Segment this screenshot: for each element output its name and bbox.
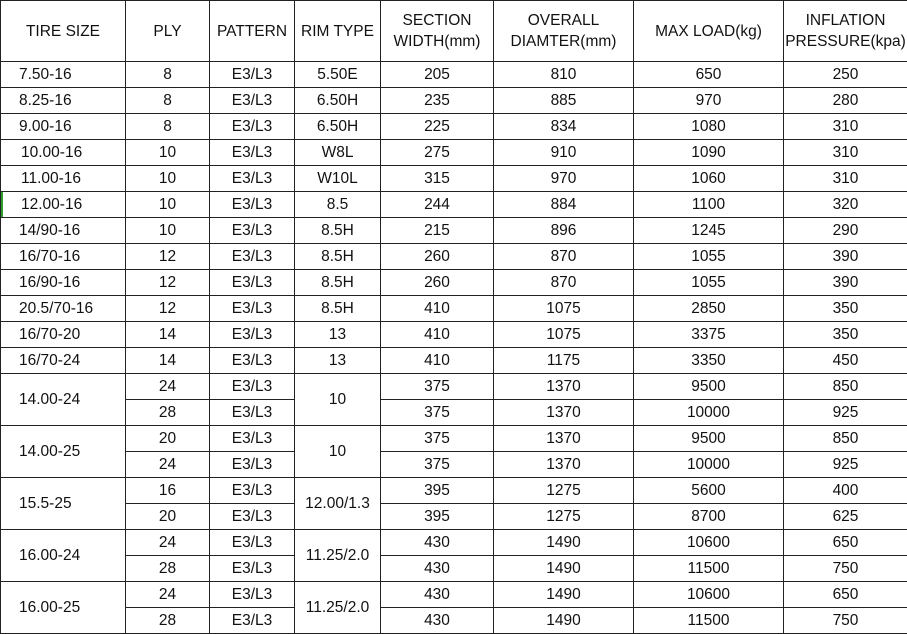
- pattern-cell: E3/L3: [210, 166, 295, 192]
- pattern-cell: E3/L3: [210, 62, 295, 88]
- tire-size-cell: 15.5-25: [1, 478, 126, 530]
- overall-diameter-cell: 1275: [494, 478, 634, 504]
- pattern-cell: E3/L3: [210, 504, 295, 530]
- max-load-cell: 1055: [634, 244, 784, 270]
- ply-cell: 10: [126, 166, 210, 192]
- section-width-cell: 430: [381, 530, 494, 556]
- ply-cell: 10: [126, 140, 210, 166]
- table-row: [1, 166, 907, 192]
- ply-cell: 24: [126, 582, 210, 608]
- pattern-cell: E3/L3: [210, 88, 295, 114]
- rim-type-cell: 11.25/2.0: [295, 530, 381, 582]
- ply-cell: 14: [126, 348, 210, 374]
- header-row: [1, 1, 907, 62]
- table-row: [1, 374, 907, 400]
- pattern-cell: E3/L3: [210, 452, 295, 478]
- ply-cell: 24: [126, 530, 210, 556]
- tire-size-cell: 9.00-16: [1, 114, 126, 140]
- ply-cell: 16: [126, 478, 210, 504]
- inflation-pressure-cell: 390: [784, 244, 907, 270]
- overall-diameter-cell: 885: [494, 88, 634, 114]
- tire-size-cell: 14.00-25: [1, 426, 126, 478]
- table-row: [1, 218, 907, 244]
- overall-diameter-cell: 1490: [494, 608, 634, 634]
- max-load-cell: 10600: [634, 582, 784, 608]
- pattern-cell: E3/L3: [210, 270, 295, 296]
- rim-type-cell: 12.00/1.3: [295, 478, 381, 530]
- header-tire-size: TIRE SIZE: [1, 1, 126, 62]
- overall-diameter-cell: 884: [494, 192, 634, 218]
- tire-size-cell: 16.00-24: [1, 530, 126, 582]
- max-load-cell: 650: [634, 62, 784, 88]
- overall-diameter-cell: 1075: [494, 322, 634, 348]
- inflation-pressure-cell: 450: [784, 348, 907, 374]
- max-load-cell: 10000: [634, 400, 784, 426]
- ply-cell: 10: [126, 218, 210, 244]
- inflation-pressure-cell: 850: [784, 374, 907, 400]
- max-load-cell: 3350: [634, 348, 784, 374]
- table-row: [1, 530, 907, 556]
- section-width-cell: 395: [381, 504, 494, 530]
- overall-diameter-cell: 1490: [494, 556, 634, 582]
- section-width-cell: 215: [381, 218, 494, 244]
- table-row: [1, 426, 907, 452]
- table-row: [1, 62, 907, 88]
- rim-type-cell: W8L: [295, 140, 381, 166]
- overall-diameter-cell: 870: [494, 270, 634, 296]
- rim-type-cell: 5.50E: [295, 62, 381, 88]
- pattern-cell: E3/L3: [210, 478, 295, 504]
- inflation-pressure-cell: 310: [784, 140, 907, 166]
- ply-cell: 20: [126, 504, 210, 530]
- max-load-cell: 1100: [634, 192, 784, 218]
- ply-cell: 12: [126, 270, 210, 296]
- section-width-cell: 430: [381, 556, 494, 582]
- ply-cell: 28: [126, 400, 210, 426]
- table-row: [1, 88, 907, 114]
- inflation-pressure-cell: 925: [784, 452, 907, 478]
- header-ply: PLY: [126, 1, 210, 62]
- overall-diameter-cell: 810: [494, 62, 634, 88]
- rim-type-cell: 8.5: [295, 192, 381, 218]
- max-load-cell: 5600: [634, 478, 784, 504]
- inflation-pressure-cell: 625: [784, 504, 907, 530]
- ply-cell: 24: [126, 374, 210, 400]
- rim-type-cell: 11.25/2.0: [295, 582, 381, 634]
- tire-size-cell: 14.00-24: [1, 374, 126, 426]
- overall-diameter-cell: 1370: [494, 426, 634, 452]
- overall-diameter-cell: 1370: [494, 452, 634, 478]
- tire-size-cell: 16/70-24: [1, 348, 126, 374]
- pattern-cell: E3/L3: [210, 608, 295, 634]
- overall-diameter-cell: 1490: [494, 582, 634, 608]
- overall-diameter-cell: 1370: [494, 374, 634, 400]
- max-load-cell: 1090: [634, 140, 784, 166]
- max-load-cell: 11500: [634, 608, 784, 634]
- inflation-pressure-cell: 250: [784, 62, 907, 88]
- inflation-pressure-cell: 280: [784, 88, 907, 114]
- ply-cell: 12: [126, 244, 210, 270]
- inflation-pressure-cell: 290: [784, 218, 907, 244]
- table-row: [1, 348, 907, 374]
- section-width-cell: 235: [381, 88, 494, 114]
- header-pattern: PATTERN: [210, 1, 295, 62]
- pattern-cell: E3/L3: [210, 348, 295, 374]
- header-section-width: SECTION WIDTH(mm): [381, 1, 494, 62]
- tire-size-cell: 16/70-20: [1, 322, 126, 348]
- rim-type-cell: 6.50H: [295, 114, 381, 140]
- tire-size-cell: 16.00-25: [1, 582, 126, 634]
- section-width-cell: 225: [381, 114, 494, 140]
- overall-diameter-cell: 834: [494, 114, 634, 140]
- inflation-pressure-cell: 350: [784, 322, 907, 348]
- section-width-cell: 410: [381, 322, 494, 348]
- table-row: [1, 478, 907, 504]
- inflation-pressure-cell: 925: [784, 400, 907, 426]
- overall-diameter-cell: 1075: [494, 296, 634, 322]
- tire-size-cell: 16/90-16: [1, 270, 126, 296]
- pattern-cell: E3/L3: [210, 322, 295, 348]
- pattern-cell: E3/L3: [210, 400, 295, 426]
- overall-diameter-cell: 1370: [494, 400, 634, 426]
- max-load-cell: 3375: [634, 322, 784, 348]
- ply-cell: 28: [126, 608, 210, 634]
- inflation-pressure-cell: 650: [784, 582, 907, 608]
- rim-type-cell: 13: [295, 348, 381, 374]
- inflation-pressure-cell: 650: [784, 530, 907, 556]
- overall-diameter-cell: 1175: [494, 348, 634, 374]
- section-width-cell: 275: [381, 140, 494, 166]
- section-width-cell: 375: [381, 426, 494, 452]
- section-width-cell: 205: [381, 62, 494, 88]
- tire-size-cell: 8.25-16: [1, 88, 126, 114]
- pattern-cell: E3/L3: [210, 374, 295, 400]
- max-load-cell: 1060: [634, 166, 784, 192]
- inflation-pressure-cell: 390: [784, 270, 907, 296]
- overall-diameter-cell: 870: [494, 244, 634, 270]
- ply-cell: 8: [126, 62, 210, 88]
- rim-type-cell: 10: [295, 426, 381, 478]
- header-overall-diameter: OVERALL DIAMTER(mm): [494, 1, 634, 62]
- table-row: [1, 504, 907, 530]
- rim-type-cell: 10: [295, 374, 381, 426]
- table-row: [1, 452, 907, 478]
- rim-type-cell: 8.5H: [295, 296, 381, 322]
- table-row: [1, 608, 907, 634]
- max-load-cell: 1055: [634, 270, 784, 296]
- section-width-cell: 410: [381, 348, 494, 374]
- max-load-cell: 8700: [634, 504, 784, 530]
- table-row: [1, 244, 907, 270]
- overall-diameter-cell: 896: [494, 218, 634, 244]
- section-width-cell: 260: [381, 270, 494, 296]
- ply-cell: 24: [126, 452, 210, 478]
- rim-type-cell: W10L: [295, 166, 381, 192]
- max-load-cell: 10000: [634, 452, 784, 478]
- table-row: [1, 114, 907, 140]
- max-load-cell: 10600: [634, 530, 784, 556]
- inflation-pressure-cell: 850: [784, 426, 907, 452]
- rim-type-cell: 8.5H: [295, 218, 381, 244]
- section-width-cell: 410: [381, 296, 494, 322]
- ply-cell: 8: [126, 114, 210, 140]
- pattern-cell: E3/L3: [210, 140, 295, 166]
- rim-type-cell: 13: [295, 322, 381, 348]
- ply-cell: 8: [126, 88, 210, 114]
- section-width-cell: 375: [381, 400, 494, 426]
- max-load-cell: 1245: [634, 218, 784, 244]
- table-row: [1, 400, 907, 426]
- tire-size-cell: 20.5/70-16: [1, 296, 126, 322]
- pattern-cell: E3/L3: [210, 218, 295, 244]
- ply-cell: 12: [126, 296, 210, 322]
- table-row: [1, 582, 907, 608]
- tire-size-cell: 11.00-16: [1, 166, 126, 192]
- pattern-cell: E3/L3: [210, 556, 295, 582]
- table-row: [1, 322, 907, 348]
- max-load-cell: 2850: [634, 296, 784, 322]
- header-max-load: MAX LOAD(kg): [634, 1, 784, 62]
- ply-cell: 20: [126, 426, 210, 452]
- section-width-cell: 395: [381, 478, 494, 504]
- max-load-cell: 1080: [634, 114, 784, 140]
- section-width-cell: 375: [381, 374, 494, 400]
- max-load-cell: 9500: [634, 374, 784, 400]
- inflation-pressure-cell: 400: [784, 478, 907, 504]
- overall-diameter-cell: 910: [494, 140, 634, 166]
- pattern-cell: E3/L3: [210, 530, 295, 556]
- header-inflation-pressure: INFLATION PRESSURE(kpa): [784, 1, 907, 62]
- tire-size-cell: 7.50-16: [1, 62, 126, 88]
- inflation-pressure-cell: 350: [784, 296, 907, 322]
- inflation-pressure-cell: 320: [784, 192, 907, 218]
- pattern-cell: E3/L3: [210, 426, 295, 452]
- overall-diameter-cell: 1490: [494, 530, 634, 556]
- max-load-cell: 9500: [634, 426, 784, 452]
- tire-size-cell: 10.00-16: [1, 140, 126, 166]
- section-width-cell: 260: [381, 244, 494, 270]
- max-load-cell: 11500: [634, 556, 784, 582]
- table-row: [1, 140, 907, 166]
- section-width-cell: 430: [381, 582, 494, 608]
- rim-type-cell: 8.5H: [295, 244, 381, 270]
- pattern-cell: E3/L3: [210, 114, 295, 140]
- tire-size-cell: 14/90-16: [1, 218, 126, 244]
- section-width-cell: 375: [381, 452, 494, 478]
- max-load-cell: 970: [634, 88, 784, 114]
- pattern-cell: E3/L3: [210, 192, 295, 218]
- pattern-cell: E3/L3: [210, 296, 295, 322]
- table-row: [1, 270, 907, 296]
- inflation-pressure-cell: 310: [784, 114, 907, 140]
- tire-size-cell: 16/70-16: [1, 244, 126, 270]
- inflation-pressure-cell: 310: [784, 166, 907, 192]
- table-row: [1, 192, 907, 218]
- pattern-cell: E3/L3: [210, 244, 295, 270]
- section-width-cell: 315: [381, 166, 494, 192]
- section-width-cell: 430: [381, 608, 494, 634]
- table-body: [1, 62, 907, 634]
- ply-cell: 28: [126, 556, 210, 582]
- ply-cell: 14: [126, 322, 210, 348]
- rim-type-cell: 6.50H: [295, 88, 381, 114]
- table-row: [1, 556, 907, 582]
- rim-type-cell: 8.5H: [295, 270, 381, 296]
- section-width-cell: 244: [381, 192, 494, 218]
- pattern-cell: E3/L3: [210, 582, 295, 608]
- header-rim-type: RIM TYPE: [295, 1, 381, 62]
- tire-size-cell: 12.00-16: [1, 192, 126, 218]
- ply-cell: 10: [126, 192, 210, 218]
- table-row: [1, 296, 907, 322]
- inflation-pressure-cell: 750: [784, 556, 907, 582]
- overall-diameter-cell: 970: [494, 166, 634, 192]
- inflation-pressure-cell: 750: [784, 608, 907, 634]
- overall-diameter-cell: 1275: [494, 504, 634, 530]
